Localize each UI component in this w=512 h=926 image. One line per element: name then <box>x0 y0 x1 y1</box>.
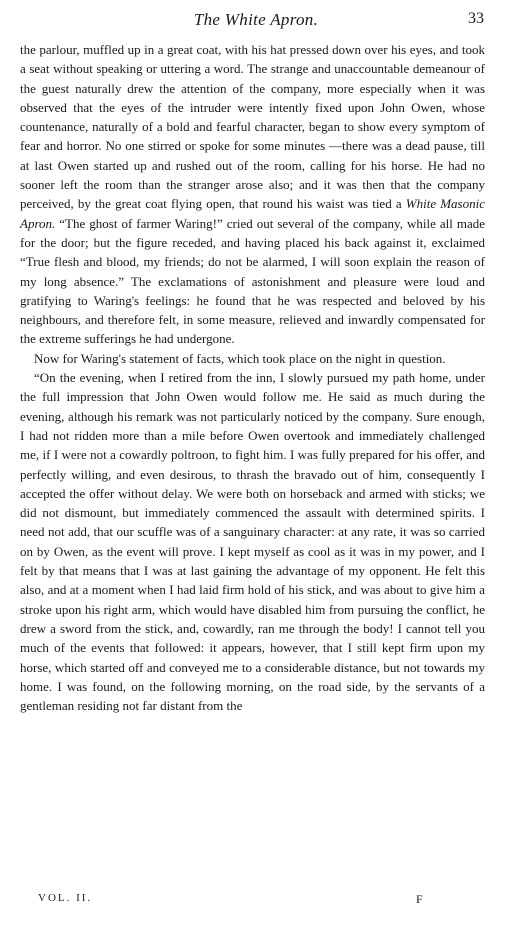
running-head <box>0 10 512 34</box>
page-footer <box>0 892 512 912</box>
body-text <box>20 40 485 715</box>
paragraph-1-part-b: “The ghost of farmer Waring!” cried out several of the company, while all made for the door; but the figure receded, and having placed his back against it, exclaimed “True flesh and blood, my friends; do not be alarmed, I will soon explain the reason of my long absence.” The exclamations of astonishment and pleasure were loud and gratifying to Waring's feelings: he found that he was respected and beloved by his neighbours, and therefore felt, in some measure, relieved and inwardly compensated for the extreme sufferings he had undergone. <box>20 215 485 347</box>
paragraph-2: Now for Waring's statement of facts, which took place on the night in question. <box>34 350 446 366</box>
paragraph-1 <box>20 40 485 349</box>
running-title: The White Apron. <box>193 10 319 29</box>
signature-letter: F <box>416 892 423 906</box>
page-number: 33 <box>468 10 484 27</box>
paragraph-3: “On the evening, when I retired from the inn, I slowly pursued my path home, under the full impression that John Owen would follow me. He said as much during the evening, although his remark was not particularly noticed by the company. Sure enough, I had not ridden more than a mile before Owen overtook and immediately challenged me, if I were not a cowardly poltroon, to fight him. I was fully prepared for his offer, and perfectly willing, and even desirous, to thrash the bravado out of him, consequently I accepted the offer without delay. We were both on horseback and armed with sticks; we did not dismount, but immediately commenced the assault with determined spirits. I need not add, that our scuffle was of a sanguinary character: at any rate, it was so carried on by Owen, as the event will prove. I kept myself as cool as it was in my power, and I felt by that means that I was at last gaining the advantage of my opponent. He felt this also, and at a moment when I had laid firm hold of his stick, and was about to give him a stroke upon his right arm, which would have disabled him from pursuing the conflict, he drew a sword from the stick, and, cowardly, ran me through the body! I cannot tell you much of the events that followed: it appears, however, that I still kept firm upon my horse, which started off and conveyed me to a considerable distance, but not towards my home. I was found, on the following morning, on the road side, by the servants of a gentleman residing not far distant from the <box>20 370 485 714</box>
emphasis-white-masonic-apron: White Masonic Apron. <box>20 196 486 231</box>
paragraph-1-part-a: the parlour, muffled up in a great coat, with his hat pressed down over his eyes, and took a seat without speaking or uttering a word. The strange and unaccountable demeanour of the guest naturally drew the attention of the company, more especially when it was observed that the eyes of the intruder were intently fixed upon John Owen, whose countenance, naturally of a bold and fearful character, began to show every symptom of fear and horror. No one stirred or spoke for some minutes —there was a dead pause, till at last Owen started up and rushed out of the room, calling for his horse. He had no sooner left the room than the stranger arose also; and it was then that the company perceived, by the great coat flying open, that round his waist was tied a <box>20 42 485 212</box>
volume-signature: VOL. II. <box>38 892 93 904</box>
